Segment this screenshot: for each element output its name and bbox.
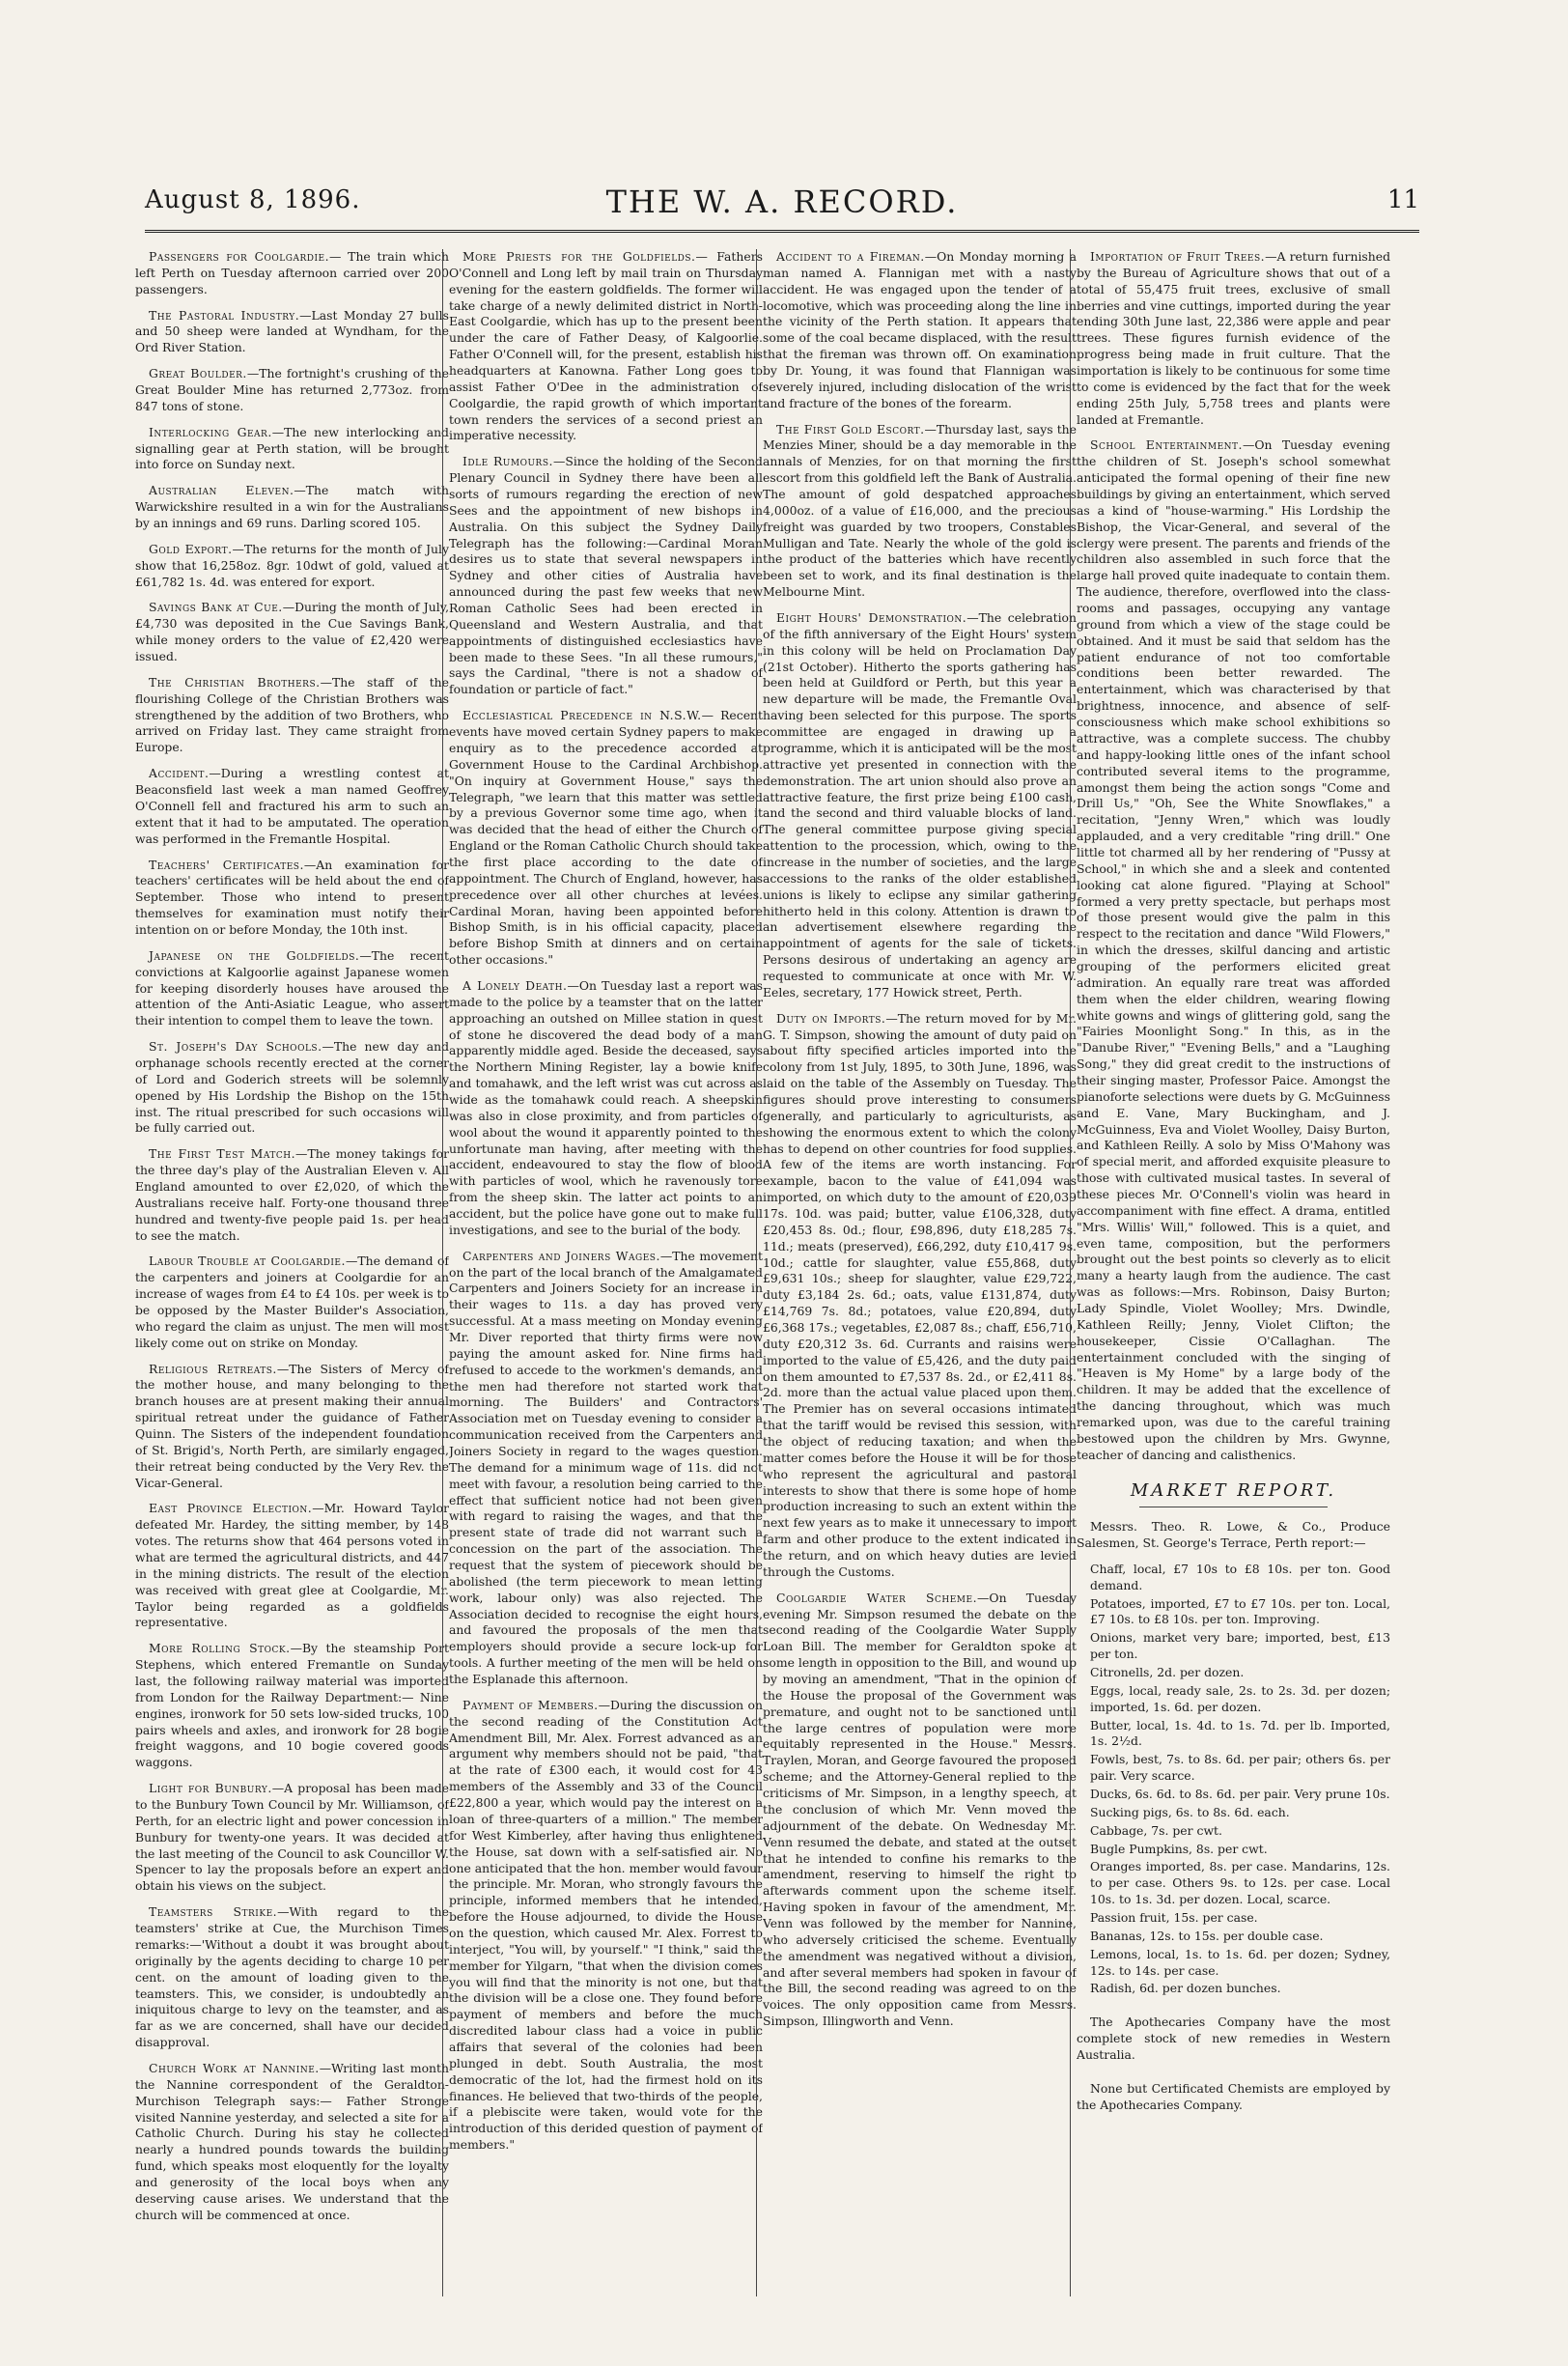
- column-3: [763, 249, 1077, 2325]
- article: [135, 425, 449, 474]
- article: [763, 249, 1077, 412]
- article: [135, 600, 449, 664]
- article-body: — The train which left Perth on Tuesday afternoon carried over 200 passengers.: [135, 249, 449, 296]
- article-body: —Last Monday 27 bulls and 50 sheep were landed at Wyndham, for the Ord River Station.: [135, 307, 449, 355]
- masthead: [145, 182, 1419, 232]
- issue-date: August 8, 1896.: [145, 185, 361, 214]
- article-heading: Teamsters Strike.: [149, 1904, 278, 1920]
- article: [763, 610, 1077, 1001]
- article: [135, 1641, 449, 1771]
- article: [135, 2061, 449, 2224]
- article-heading: Carpenters and Joiners Wages.: [462, 1248, 660, 1263]
- article-body: —An examination for teachers' certificates will be held about the end of September. Those who intend to present themselves for examination must notify their intention on or before Monday, the 10th inst.: [135, 857, 449, 937]
- article: [763, 1591, 1077, 2030]
- market-report-item: Ducks, 6s. 6d. to 8s. 6d. per pair. Very prune 10s.: [1090, 1786, 1390, 1801]
- article: [135, 366, 449, 415]
- article-body: —The fortnight's crushing of the Great Boulder Mine has returned 2,773oz. from 847 tons of stone.: [135, 366, 449, 413]
- market-report-item: Radish, 6d. per dozen bunches.: [1090, 1981, 1281, 1996]
- article-heading: Religious Retreats.: [149, 1361, 277, 1376]
- article: [449, 454, 763, 698]
- article-heading: More Rolling Stock.: [149, 1641, 291, 1656]
- newspaper-title: THE W. A. RECORD.: [605, 183, 959, 220]
- article-heading: More Priests for the Goldfields.: [462, 249, 696, 264]
- article-body: —The movement on the part of the local branch of the Amalgamated Carpenters and Joiners Society for an increase in their wages to 11s. a day has proved very successful. At a mass meeting on Monday evening Mr. Diver reported that thirty firms were now paying the amount asked for. Nine firms had refused to accede to the workmen's demands, and the men had therefore not started work that morning. The Builders' and Contractors' Association met on Tuesday evening to consider a communication received from the Carpenters and Joiners Society in regard to the wages question. The demand for a minimum wage of 11s. did not meet with favour, a resolution being carried to the effect that sufficient notice had not been given with regard to raising the wages, and that the present state of trade did not warrant such a concession on the part of the association. The request that the system of piecework should be abolished (the term piecework to mean letting work, labour only) was also rejected. The Association decided to recognise the eight hours, and favoured the proposals of the men that employers should provide a secure lock-up for tools. A further meeting of the men will be held on the Esplanade this afternoon.: [449, 1248, 763, 1687]
- article: [135, 308, 449, 357]
- article-heading: The Pastoral Industry.: [149, 307, 300, 323]
- article-heading: The First Gold Escort.: [776, 421, 925, 437]
- article-body: —On Monday morning a man named A. Flannigan met with a nasty accident. He was engaged upon the tender of a locomotive, which was proceeding along the line in the vicinity of the Perth station. It appears that some of the coal became displaced, with the result that the fireman was thrown off. On examination by Dr. Young, it was found that Flannigan was severely injured, including dislocation of the wrist and fracture of the bones of the forearm.: [763, 249, 1077, 410]
- article-body: —The celebration of the fifth anniversary of the Eight Hours' system in this colony will be held on Proclamation Day (21st October). Hitherto the sports gathering has been held at Guildford or Perth, but this year a new departure will be made, the Fremantle Oval having been selected for this purpose. The sports committee are engaged in drawing up a programme, which it is anticipated will be the most attractive yet presented in connection with the demonstration. The art union should also prove an attractive feature, the first prize being £100 cash, and the second and third valuable blocks of land. The general committee purpose giving special attention to the procession, which, owing to the increase in the number of societies, and the large accessions to the ranks of the older established unions is likely to eclipse any similar gathering hitherto held in this colony. Attention is drawn to an advertisement elsewhere regarding the appointment of agents for the sale of tickets. Persons desirous of undertaking an agency are requested to communicate at once with Mr. W. Eeles, secretary, 177 Howick street, Perth.: [763, 610, 1077, 1000]
- article-heading: The First Test Match.: [149, 1146, 296, 1162]
- article-body: —The new day and orphanage schools recently erected at the corner of Lord and Goderich streets will be solemnly opened by His Lordship the Bishop on the 15th inst. The ritual prescribed for such occasions will be fully carried out.: [135, 1039, 449, 1136]
- article-body: —The money takings for the three day's play of the Australian Eleven v. All England amounted to over £2,020, of which the Australians receive half. Forty-one thousand three hundred and twenty-five people paid 1s. per head to see the match.: [135, 1146, 449, 1243]
- article: [763, 422, 1077, 601]
- article: [135, 1362, 449, 1492]
- notice: None but Certificated Chemists are employed by the Apothecaries Company.: [1077, 2080, 1390, 2112]
- market-report-item: Passion fruit, 15s. per case.: [1090, 1909, 1258, 1925]
- article: [135, 1039, 449, 1137]
- article-body: —A return furnished by the Bureau of Agriculture shows that out of a total of 55,475 fruit trees, exclusive of small berries and vine cuttings, imported during the year ending 30th June last, 22,386 were apple and pear trees. These figures furnish evidence of the progress being made in fruit culture. That the importation is likely to be continuous for some time to come is evidenced by the fact that for the week ending 25th July, 5,758 trees and plants were landed at Fremantle.: [1077, 249, 1390, 427]
- notice: The Apothecaries Company have the most complete stock of new remedies in Western Australia.: [1077, 2014, 1390, 2062]
- article-heading: The Christian Brothers.: [149, 674, 321, 690]
- market-report-item: Bugle Pumpkins, 8s. per cwt.: [1090, 1841, 1268, 1856]
- market-report-title: MARKET REPORT.: [1130, 1479, 1337, 1501]
- market-report-item: Chaff, local, £7 10s to £8 10s. per ton. Good demand.: [1090, 1561, 1390, 1592]
- notices: [1077, 2014, 1390, 2113]
- article-body: —During the month of July, £4,730 was deposited in the Cue Savings Bank, while money orders to the value of £2,420 were issued.: [135, 600, 449, 664]
- article-heading: Ecclesiastical Precedence in N.S.W.: [462, 708, 702, 723]
- market-report-item: Onions, market very bare; imported, best, £13 per ton.: [1090, 1630, 1390, 1662]
- market-report-list: [1077, 1562, 1390, 1997]
- article: [135, 948, 449, 1029]
- column-2: [449, 249, 763, 2325]
- article-heading: Coolgardie Water Scheme.: [776, 1590, 978, 1605]
- article-body: —Thursday last, says the Menzies Miner, should be a day memorable in the annals of Menzies, for on that morning the first escort from this goldfield left the Bank of Australia. The amount of gold despatched approaches 4,000oz. of a value of £16,000, and the precious freight was guarded by two troopers, Constables Mulligan and Tate. Nearly the whole of the gold is the product of the batteries which have recently been set to work, and its final destination is the Melbourne Mint.: [763, 421, 1077, 600]
- article-heading: Eight Hours' Demonstration.: [776, 610, 967, 626]
- market-report-item: Oranges imported, 8s. per case. Mandarins, 12s. to per case. Others 9s. to 12s. per case. Local 10s. to 1s. 3d. per dozen. Local, scarce.: [1090, 1859, 1390, 1907]
- article: [135, 1146, 449, 1244]
- masthead-rule: [145, 230, 1419, 233]
- column-1: [135, 249, 449, 2325]
- article: [449, 1249, 763, 1688]
- article-heading: Labour Trouble at Coolgardie.: [149, 1253, 346, 1269]
- column-divider: [1070, 249, 1071, 2296]
- article-body: —The returns for the month of July show that 16,258oz. 8gr. 10dwt of gold, valued at £61,782 1s. 4d. was entered for export.: [135, 541, 449, 589]
- article-body: —With regard to the teamsters' strike at Cue, the Murchison Times remarks:—'Without a doubt it was brought about originally by the agents deciding to charge 10 per cent. on the amount of loading given to the teamsters. This, we consider, is undoubtedly an iniquitous charge to levy on the teamster, and as far as we are concerned, shall have our decided disapproval.: [135, 1904, 449, 2050]
- article-heading: School Entertainment.: [1090, 437, 1243, 453]
- article: [449, 978, 763, 1239]
- column-4: [1077, 249, 1390, 2325]
- market-report-item: Butter, local, 1s. 4d. to 1s. 7d. per lb. Imported, 1s. 2½d.: [1090, 1717, 1390, 1749]
- article: [449, 1698, 763, 2154]
- article-heading: Teachers' Certificates.: [149, 857, 304, 872]
- article: [135, 858, 449, 939]
- article-heading: Duty on Imports.: [776, 1010, 886, 1026]
- article-heading: Accident to a Fireman.: [776, 249, 925, 264]
- article: [135, 1253, 449, 1351]
- article-body: —The staff of the flourishing College of the Christian Brothers was strengthened by the addition of two Brothers, who arrived on Friday last. They came straight from Europe.: [135, 674, 449, 755]
- article-heading: Idle Rumours.: [462, 454, 553, 469]
- page-number: 11: [1386, 185, 1419, 214]
- article: [135, 1501, 449, 1631]
- article: [135, 542, 449, 591]
- column-divider: [442, 249, 443, 2296]
- article: [135, 249, 449, 298]
- article: [135, 675, 449, 756]
- market-report-item: Citronells, 2d. per dozen.: [1090, 1664, 1245, 1679]
- article-body: —The recent convictions at Kalgoorlie against Japanese women for keeping disorderly houses have aroused the attention of the Anti-Asiatic League, who assert their intention to compel them to leave the town.: [135, 947, 449, 1028]
- article-body: —The return moved for by Mr. G. T. Simpson, showing the amount of duty paid on about fifty specified articles imported into the colony from 1st July, 1895, to 30th June, 1896, was laid on the table of the Assembly on Tuesday. The figures should prove interesting to consumers generally, and particularly to agriculturists, as showing the enormous extent to which the colony has to depend on other countries for food supplies. A few of the items are worth instancing. For example, bacon to the value of £41,094 was imported, on which duty to the amount of £20,039 17s. 10d. was paid; butter, value £106,328, duty £20,453 8s. 0d.; flour, £98,896, duty £18,285 7s. 11d.; meats (preserved), £66,292, duty £10,417 9s. 10d.; cattle for slaughter, value £55,868, duty £9,631 10s.; sheep for slaughter, value £29,722, duty £3,184 2s. 6d.; oats, value £131,874, duty £14,769 7s. 8d.; potatoes, value £20,894, duty £6,368 17s.; vegetables, £2,087 8s.; chaff, £56,710, duty £20,312 3s. 6d. Currants and raisins were imported to the value of £5,426, and the duty paid on them amounted to £7,537 8s. 2d., or £2,411 8s. 2d. more than the actual value placed upon them. The Premier has on several occasions intimated that the tariff would be revised this session, with the object of reducing taxation; and when the matter comes before the House it will be for those who represent the agricultural and pastoral interests to show that there is some hope of home production increasing to such an extent within the next few years as to make it unnecessary to import farm and other produce to the extent indicated in the return, and on which heavy duties are levied through the Customs.: [763, 1010, 1077, 1579]
- article-body: —The new interlocking and signalling gear at Perth station, will be brought into force on Sunday next.: [135, 424, 449, 472]
- article-body: —On Tuesday evening Mr. Simpson resumed the debate on the second reading of the Coolgardie Water Supply Loan Bill. The member for Geraldton spoke at some length in opposition to the Bill, and wound up by moving an amendment, "That in the opinion of the House the proposal of the Government was premature, and ought not to be sanctioned until the large centres of population were more equitably represented in the House." Messrs. Traylen, Moran, and George favoured the proposed scheme; and the Attorney-General replied to the criticisms of Mr. Simpson, in a lengthy speech, at the conclusion of which Mr. Venn moved the adjournment of the debate. On Wednesday Mr. Venn resumed the debate, and stated at the outset that he intended to confine his remarks to the amendment, reserving to himself the right to afterwards comment upon the scheme itself. Having spoken in favour of the amendment, Mr. Venn was followed by the member for Nannine, who adversely criticised the scheme. Eventually the amendment was negatived without a division, and after several members had spoken in favour of the Bill, the second reading was agreed to on the voices. The only opposition came from Messrs. Simpson, Illingworth and Venn.: [763, 1590, 1077, 2029]
- market-report-item: Cabbage, 7s. per cwt.: [1090, 1822, 1222, 1838]
- article-heading: Passengers for Coolgardie.: [149, 249, 330, 264]
- article: [135, 766, 449, 847]
- article: [1077, 437, 1390, 1463]
- article-body: — Recent events have moved certain Sydney papers to make enquiry as to the precedence accorded at Government House to the Cardinal Archbishop. "On inquiry at Government House," says the Telegraph, "we learn that this matter was settled by a previous Governor some time ago, when it was decided that the head of either the Church of England or the Roman Catholic Church should take the first place according to the date of appointment. The Church of England, however, has precedence over all other churches at levées. Cardinal Moran, having been appointed before Bishop Smith, is in his official capacity, placed before Bishop Smith at dinners and on certain other occasions.": [449, 708, 763, 968]
- column-divider: [756, 249, 757, 2296]
- article: [135, 1781, 449, 1895]
- article-heading: Gold Export.: [149, 541, 233, 556]
- article-body: —A proposal has been made to the Bunbury Town Council by Mr. Williamson, of Perth, for an electric light and power concession in Bunbury for twenty-one years. It was decided at the last meeting of the Council to ask Councillor W. Spencer to lay the proposals before an expert and obtain his views on the subject.: [135, 1781, 449, 1894]
- article-heading: Australian Eleven.: [149, 483, 294, 498]
- market-report-intro: Messrs. Theo. R. Lowe, & Co., Produce Salesmen, St. George's Terrace, Perth report:—: [1077, 1519, 1390, 1550]
- article: [449, 708, 763, 969]
- article-heading: St. Joseph's Day Schools.: [149, 1039, 322, 1055]
- market-report-item: Sucking pigs, 6s. to 8s. 6d. each.: [1090, 1804, 1290, 1819]
- market-report-item: Fowls, best, 7s. to 8s. 6d. per pair; others 6s. per pair. Very scarce.: [1090, 1752, 1390, 1784]
- market-report-item: Eggs, local, ready sale, 2s. to 2s. 3d. per dozen; imported, 1s. 6d. per dozen.: [1090, 1682, 1390, 1714]
- article: [135, 483, 449, 532]
- market-report-item: Lemons, local, 1s. to 1s. 6d. per dozen; Sydney, 12s. to 14s. per case.: [1090, 1946, 1390, 1978]
- article: [1077, 249, 1390, 428]
- article-heading: Great Boulder.: [149, 366, 247, 381]
- article-heading: A Lonely Death.: [462, 977, 568, 993]
- article-body: —By the steamship Port Stephens, which entered Fremantle on Sunday last, the following railway material was imported from London for the Railway Department:— Nine engines, ironwork for 50 sets low-sided trucks, 100 pairs wheels and axles, and ironwork for 28 bogie freight waggons, and 10 bogie covered goods waggons.: [135, 1641, 449, 1770]
- market-report-item: Potatoes, imported, £7 to £7 10s. per ton. Local, £7 10s. to £8 10s. per ton. Improving.: [1090, 1595, 1390, 1627]
- article-heading: East Province Election.: [149, 1501, 313, 1516]
- article-heading: Savings Bank at Cue.: [149, 600, 283, 615]
- article-heading: Accident.: [149, 766, 210, 781]
- article-heading: Importation of Fruit Trees.: [1090, 249, 1266, 264]
- article-body: —Mr. Howard Taylor defeated Mr. Hardey, the sitting member, by 148 votes. The returns show that 464 persons voted in what are termed the agricultural districts, and 447 in the mining districts. The result of the election was received with great glee at Coolgardie, Mr. Taylor being regarded as a goldfields representative.: [135, 1501, 449, 1630]
- article-heading: Japanese on the Goldfields.: [149, 947, 360, 963]
- article-body: — Fathers O'Connell and Long left by mail train on Thursday evening for the eastern goldfields. The former will take charge of a newly delimited district in North-East Coolgardie, which has up to the present been under the care of Father Deasy, of Kalgoorlie. Father O'Connell will, for the present, establish his headquarters at Kanowna. Father Long goes to assist Father O'Dee in the administration of Coolgardie, the rapid growth of which important town renders the services of a second priest an imperative necessity.: [449, 249, 763, 443]
- article-heading: Church Work at Nannine.: [149, 2060, 320, 2075]
- article-body: —On Tuesday evening the children of St. Joseph's school somewhat anticipated the formal opening of their fine new buildings by giving an entertainment, which served as a kind of "house-warming." His Lordship the Bishop, the Vicar-General, and several of the clergy were present. The parents and friends of the children also assembled in such force that the large hall proved quite inadequate to contain them. The audience, therefore, overflowed into the class-rooms and passages, occupying any vantage ground from which a view of the stage could be obtained. And it must be said that seldom has the patient endurance of not too comfortable conditions been better rewarded. The entertainment, which was characterised by that brightness, innocence, and absence of self-consciousness which make school exhibitions so attractive, was a complete success. The chubby and happy-looking little ones of the infant school contributed several items to the programme, amongst them being the action songs "Come and Drill Us," "Oh, See the White Snowflakes," a recitation, "Jenny Wren," which was loudly applauded, and a very creditable "ring drill." One little tot charmed all by her rendering of "Pussy at School," in which she and a sleek and contented looking cat alone figured. "Playing at School" formed a very pretty spectacle, but perhaps most of those present would give the palm in this respect to the recitation and dance "Wild Flowers," in which the dresses, skilful dancing and artistic grouping of the performers elicited great admiration. An equally rare treat was afforded them when the elder children, wearing flowing white gowns and wings of glittering gold, sang the "Fairies Moonlight Song." In this, as in the "Danube River," "Evening Bells," and a "Laughing Song," they did great credit to the instructions of their singing master, Professor Paice. Amongst the pianoforte selections were duets by G. McGuinness and E. Vane, Mary Buckingham, and J. McGuinness, Eva and Violet Woolley, Daisy Burton, and Kathleen Reilly. A solo by Miss O'Mahony was of special merit, and afforded exquisite pleasure to those with cultivated musical tastes. In several of these pieces Mr. O'Connell's violin was heard in accompaniment with fine effect. A drama, entitled "Mrs. Willis' Will," followed. This is a quiet, and even tame, composition, but the performers brought out the best points so cleverly as to elicit many a hearty laugh from the audience. The cast was as follows:—Mrs. Robinson, Daisy Burton; Lady Spindle, Violet Woolley; Mrs. Dwindle, Kathleen Reilly; Jenny, Violet Clifton; the housekeeper, Cissie O'Callaghan. The entertainment concluded with the singing of "Heaven is My Home" by a large body of the children. It may be added that the excellence of the dancing throughout, which was much remarked upon, was due to the careful training bestowed upon the children by Mrs. Gwynne, teacher of dancing and calisthenics.: [1077, 437, 1390, 1462]
- article-body: —During a wrestling contest at Beaconsfield last week a man named Geoffrey O'Connell fell and fractured his arm to such an extent that it had to be amputated. The operation was performed in the Fremantle Hospital.: [135, 766, 449, 846]
- article-body: —Writing last month the Nannine correspondent of the Geraldton-Murchison Telegraph says:— Father Stronge visited Nannine yesterday, and selected a site for a Catholic Church. During his stay he collected nearly a hundred pounds towards the building fund, which speaks most eloquently for the loyalty and generosity of the local boys when any deserving cause arises. We understand that the church will be commenced at once.: [135, 2060, 449, 2222]
- article-body: —During the discussion on the second reading of the Constitution Act Amendment Bill, Mr. Alex. Forrest advanced as an argument why members should not be paid, "that at the rate of £300 each, it would cost for 43 members of the Assembly and 33 of the Council £22,800 a year, which would pay the interest on a loan of three-quarters of a million." The member for West Kimberley, after having thus enlightened the House, sat down with a self-satisfied air. No one anticipated that the hon. member would favour the principle. Mr. Moran, who strongly favours the principle, informed members that he intended, before the House adjourned, to divide the House on the question, which caused Mr. Alex. Forrest to interject, "You will, by yourself." "I think," said the member for Yilgarn, "that when the division comes you will find that the minority is not one, but that the division will be a close one. They found before payment of members and before the much discredited labour class had a voice in public affairs that several of the colonies had been plunged in debt. South Australia, the most democratic of the lot, had the firmest hold on its finances. He believed that two-thirds of the people, if a plebiscite were taken, would vote for the introduction of this derided question of payment of members.": [449, 1697, 763, 2153]
- column-4-articles: [1077, 249, 1390, 1464]
- article: [449, 249, 763, 444]
- article-body: —The Sisters of Mercy of the mother house, and many belonging to the branch houses are at present making their annual spiritual retreat under the guidance of Father Quinn. The Sisters of the independent foundation of St. Brigid's, North Perth, are similarly engaged, their retreat being conducted by the Very Rev. the Vicar-General.: [135, 1361, 449, 1490]
- article: [763, 1011, 1077, 1581]
- market-report-item: Bananas, 12s. to 15s. per double case.: [1090, 1928, 1324, 1943]
- article-body: —Since the holding of the Second Plenary Council in Sydney there have been all sorts of rumours regarding the erection of new Sees and the appointment of new bishops in Australia. On this subject the Sydney Daily Telegraph has the following:—Cardinal Moran desires us to state that several newspapers in Sydney and other cities of Australia have announced during the past few weeks that new Roman Catholic Sees had been erected in Queensland and Western Australia, and that appointments of distinguished ecclesiastics have been made to these Sees. "In all these rumours," says the Cardinal, "there is not a shadow of foundation or particle of fact.": [449, 454, 763, 697]
- article-heading: Interlocking Gear.: [149, 424, 272, 439]
- article-body: —On Tuesday last a report was made to the police by a teamster that on the latter approaching an outshed on Millee station in quest of stone he discovered the dead body of a man apparently middle aged. Beside the deceased, says the Northern Mining Register, lay a bowie knife and tomahawk, and the left wrist was cut across as wide as the tomahawk could reach. A sheepskin was also in close proximity, and from particles of wool about the wound it apparently pointed to the unfortunate man having, after meeting with the accident, endeavoured to stay the flow of blood with particles of wool, which he ravenously tore from the sheep skin. The latter act points to an accident, but the police have gone out to make full investigations, and see to the burial of the body.: [449, 977, 763, 1237]
- article: [135, 1904, 449, 2051]
- article-body: —The match with Warwickshire resulted in a win for the Australians by an innings and 69 runs. Darling scored 105.: [135, 483, 449, 531]
- article-body: —The demand of the carpenters and joiners at Coolgardie for an increase of wages from £4 to £4 10s. per week is to be opposed by the Master Builder's Association, who regard the claim as unjust. The men will most likely come out on strike on Monday.: [135, 1253, 449, 1350]
- article-heading: Payment of Members.: [462, 1697, 599, 1712]
- article-heading: Light for Bunbury.: [149, 1781, 272, 1796]
